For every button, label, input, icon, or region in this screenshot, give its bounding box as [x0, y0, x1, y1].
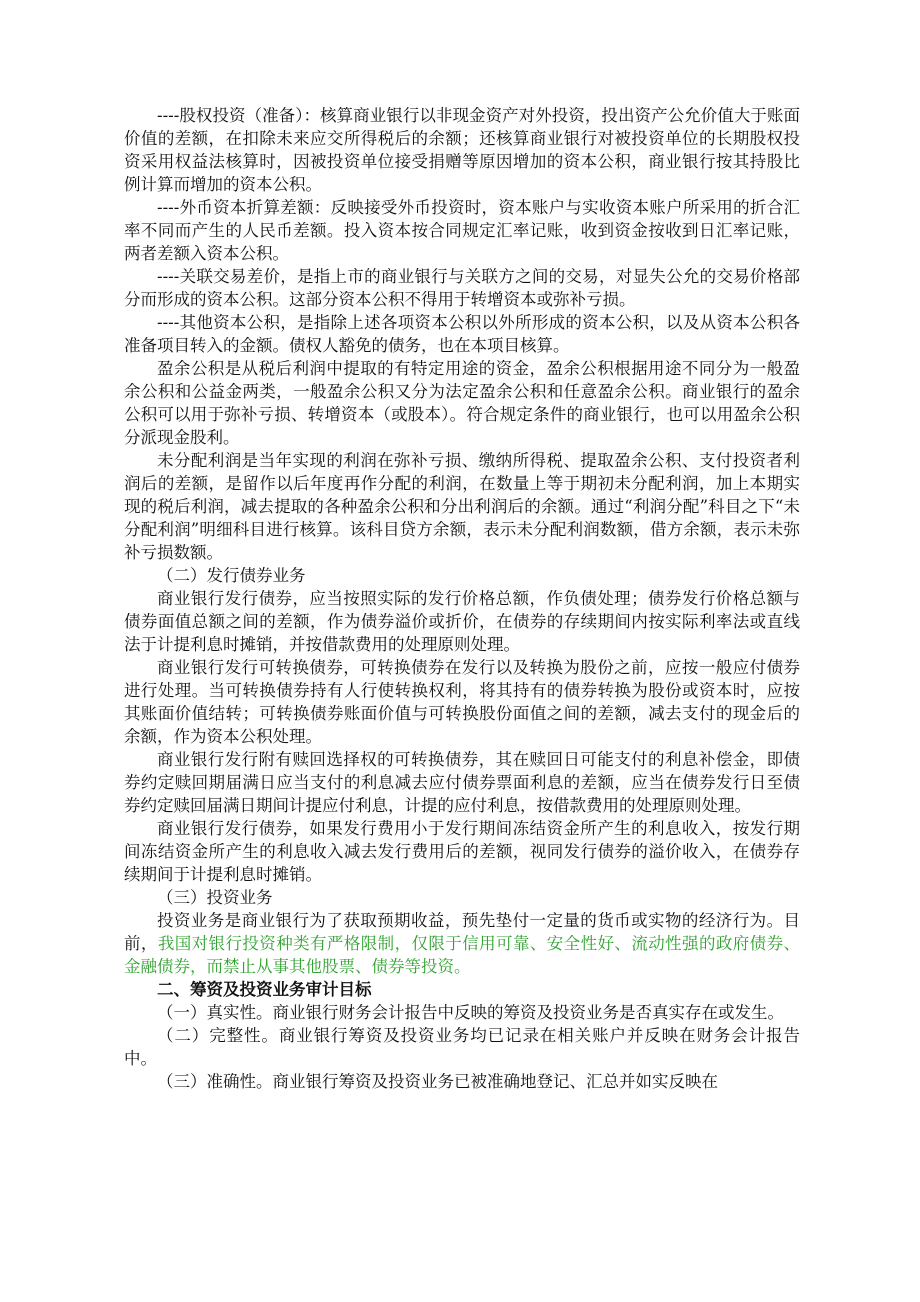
document-body — [124, 104, 800, 1093]
paragraph-completeness: （二）完整性。商业银行筹资及投资业务均已记录在相关账户并反映在财务会计报告中。 — [124, 1026, 800, 1068]
investment-text-plain: 投资业务是商业银行为了获取预期收益，预先垫付一定量的货币或实物的经济行为。目前， — [124, 911, 800, 953]
investment-text-highlighted: 我国对银行投资种类有严格限制，仅限于信用可靠、安全性好、流动性强的政府债券、金融债券，而禁止从事其他股票、债券等投资。 — [124, 934, 801, 976]
paragraph-convertible-bonds: 商业银行发行可转换债券，可转换债券在发行以及转换为股份之前，应按一般应付债券进行处理。当可转换债券持有人行使转换权利，将其持有的债券转换为股份或资本时，应按其账面价值结转；可转换债券账面价值与可转换股份面值之间的差额，减去支付的现金后的余额，作为资本公积处理。 — [124, 658, 800, 746]
subheading-bond-issuance: （二）发行债券业务 — [157, 566, 306, 585]
paragraph-bond-issuance: 商业银行发行债券，应当按照实际的发行价格总额，作负债处理；债券发行价格总额与债券面值总额之间的差额，作为债券溢价或折价，在债券的存续期间内按实际利率法或直线法于计提利息时摊销，并按借款费用的处理原则处理。 — [124, 589, 800, 654]
paragraph-related-party-difference: ----关联交易差价，是指上市的商业银行与关联方之间的交易，对显失公允的交易价格部分而形成的资本公积。这部分资本公积不得用于转增资本或弥补亏损。 — [124, 267, 800, 309]
paragraph-issuance-costs: 商业银行发行债券，如果发行费用小于发行期间冻结资金所产生的利息收入，按发行期间冻结资金所产生的利息收入减去发行费用后的差额，视同发行债券的溢价收入，在债券存续期间于计提利息时摊销。 — [124, 819, 800, 884]
paragraph-equity-investment: ----股权投资（准备）：核算商业银行以非现金资产对外投资，投出资产公允价值大于账面价值的差额，在扣除未来应交所得税后的余额；还核算商业银行对被投资单位的长期股权投资采用权益法核算时，因被投资单位接受捐赠等原因增加的资本公积，商业银行按其持股比例计算而增加的资本公积。 — [124, 106, 800, 194]
paragraph-surplus-reserve: 盈余公积是从税后利润中提取的有特定用途的资金，盈余公积根据用途不同分为一般盈余公积和公益金两类，一般盈余公积又分为法定盈余公积和任意盈余公积。商业银行的盈余公积可以用于弥补亏损、转增资本（或股本）。符合规定条件的商业银行，也可以用盈余公积分派现金股利。 — [124, 359, 800, 447]
paragraph-foreign-currency-capital: ----外币资本折算差额：反映接受外币投资时，资本账户与实收资本账户所采用的折合汇率不同而产生的人民币差额。投入资本按合同规定汇率记账，收到资金按收到日汇率记账，两者差额入资本公积。 — [124, 198, 800, 263]
paragraph-undistributed-profit: 未分配利润是当年实现的利润在弥补亏损、缴纳所得税、提取盈余公积、支付投资者利润后的差额，是留作以后年度再作分配的利润，在数量上等于期初未分配利润，加上本期实现的税后利润，减去提取的各种盈余公积和分出利润后的余额。通过“利润分配”科目之下“未分配利润”明细科目进行核算。该科目贷方余额，表示未分配利润数额，借方余额，表示未弥补亏损数额。 — [124, 451, 800, 562]
paragraph-investment-business — [124, 909, 800, 978]
paragraph-redeemable-convertible-bonds: 商业银行发行附有赎回选择权的可转换债券，其在赎回日可能支付的利息补偿金，即债券约定赎回期届满日应当支付的利息减去应付债券票面利息的差额，应当在债券发行日至债券约定赎回届满日期间计提应付利息，计提的应付利息，按借款费用的处理原则处理。 — [124, 750, 800, 815]
paragraph-authenticity: （一）真实性。商业银行财务会计报告中反映的筹资及投资业务是否真实存在或发生。 — [157, 1003, 784, 1022]
paragraph-accuracy: （三）准确性。商业银行筹资及投资业务已被准确地登记、汇总并如实反映在 — [157, 1072, 718, 1091]
section-heading-audit-objectives: 二、筹资及投资业务审计目标 — [157, 980, 372, 999]
paragraph-other-capital-reserve: ----其他资本公积，是指除上述各项资本公积以外所形成的资本公积，以及从资本公积各准备项目转入的金额。债权人豁免的债务，也在本项目核算。 — [124, 313, 800, 355]
subheading-investment-business: （三）投资业务 — [157, 888, 273, 907]
